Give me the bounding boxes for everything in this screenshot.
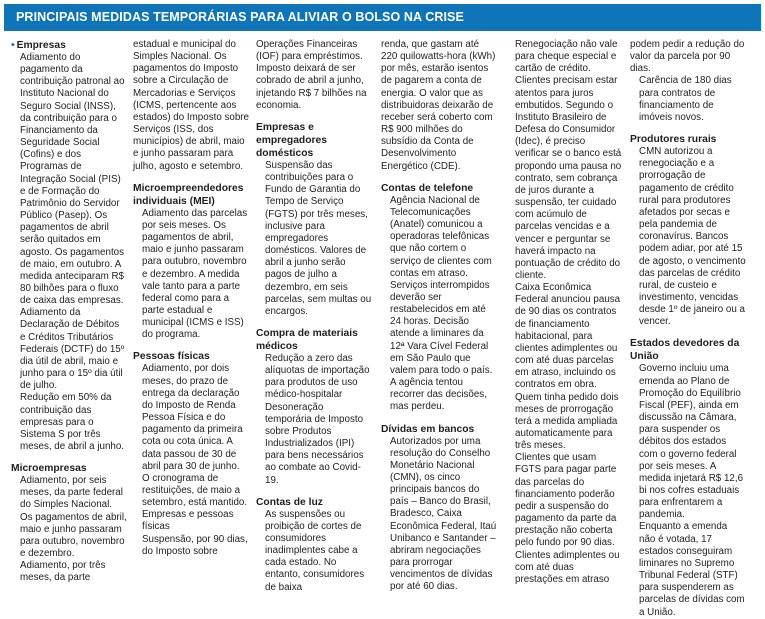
section-heading [133,182,249,208]
text-column-5 [506,39,622,586]
section-heading-text: Estados devedores da União [630,338,740,363]
body-paragraph: Redução em 50% da contribuição das empresas para o Sistema S por três meses, de abril a junho. [20,392,125,452]
section-heading-text: Pessoas físicas [133,351,210,363]
section-heading [630,133,746,146]
body-paragraph: Agência Nacional de Telecomunicações (Anatel) comunicou a operadoras telefônicas que não cortem o serviço de clientes com contas em atraso. Serviços interrompidos deverão ser restabelecidos em até 24 horas. Decisão atende a liminares da 12ª Vara Cível Federal em São Paulo que valem para todo o país. A agência tentou recorrer das decisões, mas perdeu. [390,194,493,413]
section-heading [630,337,746,363]
section-heading-text: Empresas [16,40,66,51]
text-column-3 [256,39,372,594]
body-paragraph: renda, que gastam até 220 quilowatts-hora (kWh) por mês, estarão isentos de pagarem a conta de energia. O valor que as distribuidoras deixarão de receber será coberto com R$ 900 milhões do subsídio da Conta de Desenvolvimento Energético (CDE). [381,39,496,172]
body-paragraph: Suspensão, por 90 dias, do Imposto sobre [142,533,248,557]
text-column-1 [11,39,127,585]
body-paragraph: Adiamento das parcelas por seis meses. Os pagamentos de abril, maio e junho passaram para outubro, novembro e dezembro. A medida vale tanto para a parte federal como para a parte estadual e municipal (ICMS e ISS) do programa. [142,207,248,341]
body-paragraph: As suspensões ou proibição de cortes de consumidores inadimplentes cabe a cada estado. No entanto, consumidores de baixa [265,508,365,593]
title-banner [4,4,761,31]
body-paragraph: Adiamento do pagamento da contribuição patronal ao Instituto Nacional do Seguro Social (INSS), da contribuição para o Financiamento da Seguridade Social (Cofins) e dos Programas de Integração Social (PIS) e de Formação do Patrimônio do Servidor Público (Pasep). Os pagamentos de abril serão quitados em agosto. Os pagamentos de maio, em outubro. A medida anteciparam R$ 80 bilhões para o fluxo de caixa das empresas. [20,52,125,307]
body-paragraph: Clientes que usam FGTS para pagar parte das parcelas do financiamento poderão pedir a suspensão do pagamento da parte da prestação não coberta pelo fundo por 90 dias. [515,452,617,549]
body-paragraph: Governo incluiu uma emenda ao Plano de Promoção do Equilíbrio Fiscal (PEF), ainda em discussão na Câmara, para suspender os débitos dos estados com o governo federal por seis meses. A medida injetará R$ 12,6 bi nos cofres estaduais para enfrentarem a pandemia. [639,363,744,521]
body-paragraph: Autorizados por uma resolução do Conselho Monetário Nacional (CMN), os cinco principais bancos do país – Banco do Brasil, Bradesco, Caixa Econômica Federal, Itaú Unibanco e Santander – abriram negociações para prorrogar vencimentos de dívidas por até 60 dias. [390,435,497,593]
body-paragraph: Carência de 180 dias para contratos de financiamento de imóveis novos. [639,75,732,123]
body-paragraph: Clientes adimplentes ou com até duas prestações em atraso [515,549,620,585]
section-heading-text: Microempreendedores individuais (MEI) [133,182,244,207]
text-column-4 [381,39,497,594]
section-heading [381,423,497,436]
body-paragraph: CMN autorizou a renegociação e a prorrogação de pagamento de crédito rural para produtores afetados por secas e pela pandemia de coronavírus. Bancos podem adiar, por até 15 de agosto, o vencimento das parcelas de crédito rural, de custeio e investimento, vencidas desde 1º de janeiro ou a vencer. [639,146,746,328]
section-heading [11,39,127,52]
text-column-6 [630,39,746,619]
body-paragraph: Adiamento, por dois meses, do prazo de entrega da declaração do Imposto de Renda Pessoa Física e do pagamento da primeira cota ou cota única. A data passou de 30 de abril para 30 de junho. [142,363,243,472]
text-column-2 [133,39,249,558]
section-heading-text: Microempresas [11,463,87,475]
section-heading [133,350,249,363]
body-paragraph: Adiamento, por três meses, da parte [20,560,106,584]
section-heading-text: Contas de luz [256,496,323,508]
body-paragraph: Adiamento, por seis meses, da parte federal do Simples Nacional. Os pagamentos de abril, maio e junho passaram para outubro, novembro e dezembro. [20,475,127,560]
section-heading-text: Compra de materiais médicos [256,327,358,352]
section-heading-text: Empresas e empregadores domésticos [256,121,327,159]
section-heading [381,182,497,195]
body-paragraph: estadual e municipal do Simples Nacional. Os pagamentos do Imposto sobre a Circulação de Mercadorias e Serviços (ICMS, pertencente aos estados) do Imposto sobre Serviços (ISS, dos municípios) de abril, maio e junho passaram para julho, agosto e setembro. [133,39,249,172]
body-paragraph: Redução a zero das alíquotas de importação para produtos de uso médico-hospitalar [265,352,370,401]
section-heading [256,327,372,353]
section-heading [256,496,372,509]
body-paragraph: Desoneração temporária de Imposto sobre Produtos Industrializados (IPI) para bens necessários ao combate ao Covid-19. [265,401,364,486]
bullet-icon: • [11,40,15,51]
section-heading-text: Contas de telefone [381,182,474,194]
section-heading [256,121,372,160]
body-paragraph: O cronograma de restituições, de maio a setembro, está mantido. Empresas e pessoas físicas [142,472,248,533]
body-paragraph: Adiamento da Declaração de Débitos e Créditos Tributários Federais (DCTF) do 15º dia útil de abril, maio e junho para o 15º dia útil de julho. [20,307,125,392]
body-paragraph: Clientes precisam estar atentos para juros embutidos. Segundo o Instituto Brasileiro de Defesa do Consumidor (Idec), é preciso verificar se o banco está propondo uma pausa no contrato, sem cobrança de juros durante a suspensão, ter cuidado com acúmulo de parcelas vencidas e a vencer e perguntar se haverá impacto na pontuação de crédito do cliente. [515,75,622,281]
body-paragraph: Suspensão das contribuições para o Fundo de Garantia do Tempo de Serviço (FGTS) por três meses, inclusive para empregadores domésticos. Valores de abril a junho serão pagos de julho a dezembro, em seis parcelas, sem multas ou encargos. [265,159,372,317]
section-heading [11,462,127,475]
section-heading-text: Dívidas em bancos [381,423,475,435]
body-paragraph: podem pedir a redução do valor da parcela por 90 dias. [630,39,745,75]
body-paragraph: Operações Financeiras (IOF) para empréstimos. Imposto deixará de ser cobrado de abril a junho, injetando R$ 7 bilhões na economia. [256,39,367,111]
body-paragraph: Renegociação não vale para cheque especial e cartão de crédito. [515,39,618,75]
page-title: PRINCIPAIS MEDIDAS TEMPORÁRIAS PARA ALIVIAR O BOLSO NA CRISE [16,10,464,24]
section-heading-text: Produtores rurais [630,134,717,146]
body-paragraph: Enquanto a emenda não é votada, 17 estados conseguiram liminares no Supremo Tribunal Federal (STF) para suspenderem as parcelas de dívidas com a União. [639,521,745,618]
body-paragraph: Caixa Econômica Federal anunciou pausa de 90 dias os contratos de financiamento habitacional, para clientes adimplentes ou com até duas parcelas em atraso, incluindo os contratos em obra. Quem tinha pedido dois meses de prorrogação terá a medida ampliada automaticamente para três meses. [515,282,621,452]
